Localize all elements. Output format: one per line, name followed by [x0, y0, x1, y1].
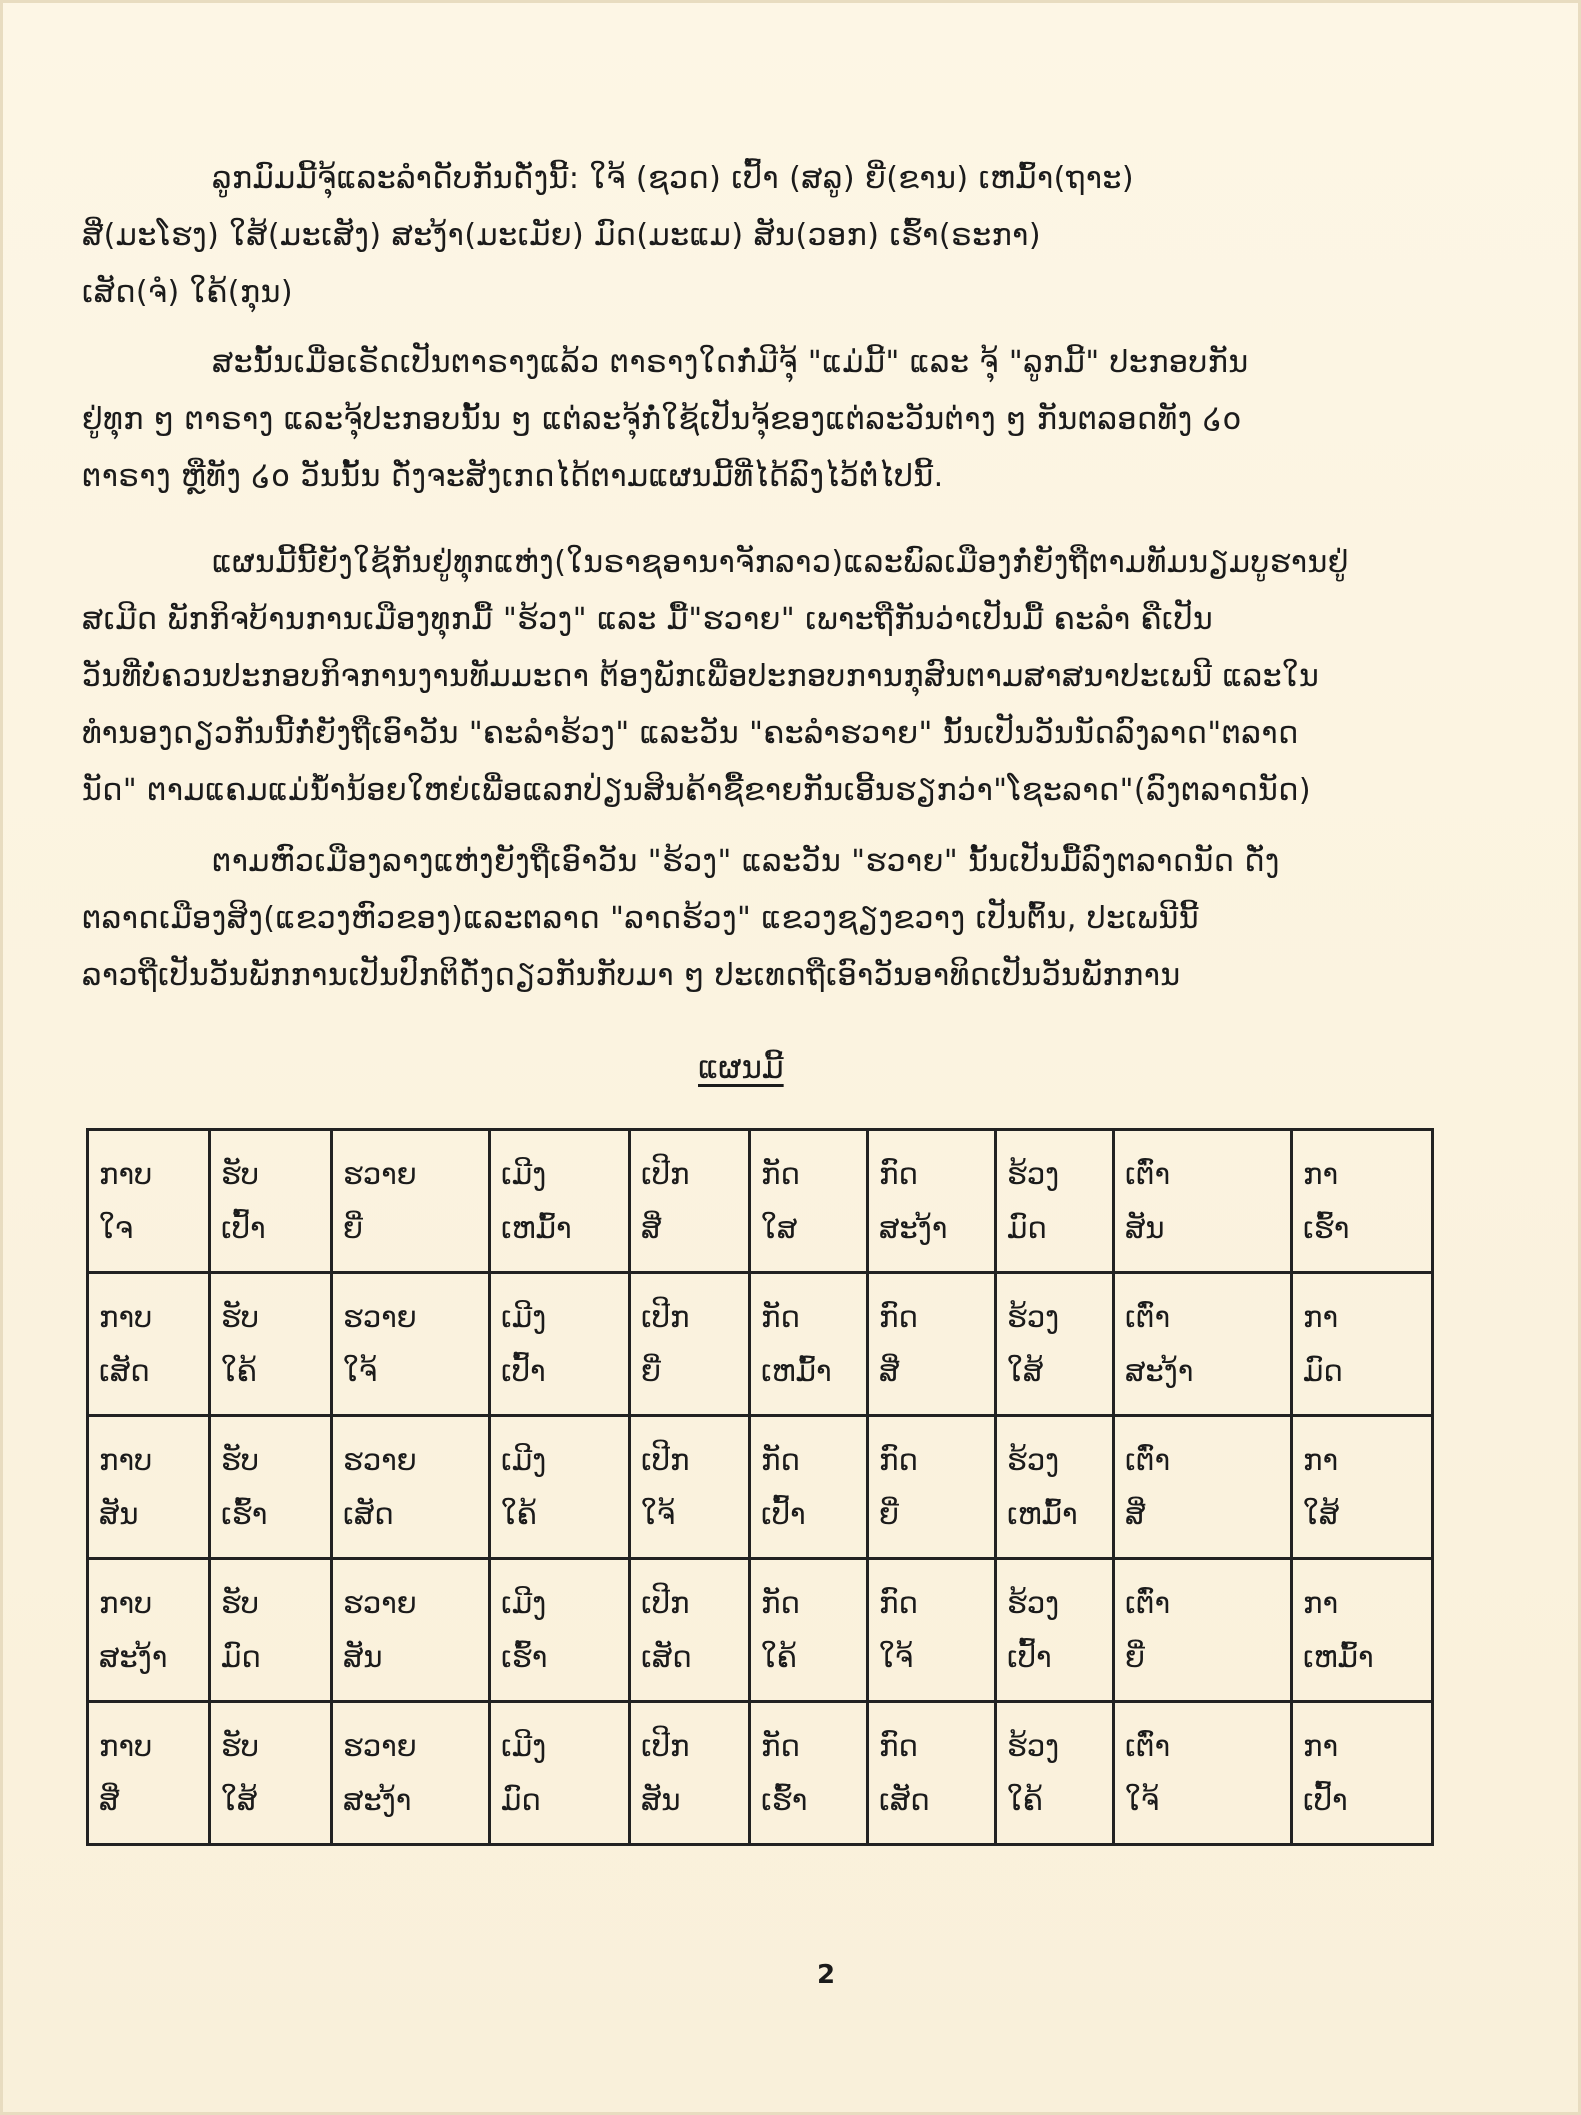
cell-day-name: ເມີງ — [501, 1300, 547, 1334]
cell-animal-name: ມົດ — [1007, 1211, 1047, 1245]
cell-animal-name: ໃຈ້ — [641, 1497, 676, 1531]
cell-day-name: ຮວາຍ — [343, 1300, 417, 1334]
cell-day-name: ກັດ — [761, 1443, 800, 1477]
cell-animal-name: ໃຄ້ — [1007, 1783, 1043, 1817]
table-cell — [996, 1273, 1114, 1416]
cell-animal-name: ໃສ້ — [1303, 1497, 1340, 1531]
table-cell — [750, 1416, 868, 1559]
text-line: ວັນທີ່ບໍ່ຄວນປະກອບກິຈການງານທັມມະດາ ຕ້ອງພັກເພື່ອປະກອບການກຸສົນຕາມສາສນາປະເພນີ ແລະໃນ — [82, 659, 1320, 694]
table-cell — [210, 1416, 332, 1559]
table-cell — [210, 1130, 332, 1273]
cell-animal-name: ສະງ້າ — [343, 1783, 412, 1817]
cell-day-name: ເຕົ່າ — [1125, 1443, 1171, 1477]
cell-animal-name: ມົດ — [221, 1640, 261, 1674]
table-cell — [1292, 1130, 1433, 1273]
cell-animal-name: ມົດ — [501, 1783, 541, 1817]
table-cell — [1292, 1559, 1433, 1702]
table-cell — [210, 1702, 332, 1845]
cell-animal-name: ສັນ — [99, 1497, 139, 1531]
cell-day-name: ຮັບ — [221, 1729, 259, 1763]
text-line: ສະນັ້ນເມື່ອເຣັດເປັນຕາຣາງແລ້ວ ຕາຣາງໃດກໍ່ມີຈຸ້ "ແມ່ມີ້" ແລະ ຈຸ້ "ລູກມີ້" ປະກອບກັນ — [212, 345, 1249, 380]
cell-day-name: ເປີກ — [641, 1586, 690, 1620]
table-cell — [630, 1559, 750, 1702]
table-cell — [1114, 1273, 1292, 1416]
paragraph-markets — [82, 833, 1470, 1004]
table-cell — [332, 1273, 490, 1416]
table-cell — [490, 1702, 630, 1845]
cell-animal-name: ສັນ — [1125, 1211, 1165, 1245]
cell-day-name: ກັດ — [761, 1300, 800, 1334]
cell-day-name: ເປີກ — [641, 1729, 690, 1763]
table-cell — [996, 1130, 1114, 1273]
cell-day-name: ຮັບ — [221, 1586, 259, 1620]
cell-animal-name: ຍີ່ — [1125, 1640, 1145, 1674]
cell-animal-name: ສະງ້າ — [99, 1640, 168, 1674]
table-cell — [490, 1130, 630, 1273]
cell-animal-name: ຍີ່ — [641, 1354, 661, 1388]
cell-day-name: ເມີງ — [501, 1729, 547, 1763]
cell-day-name: ກົດ — [879, 1300, 918, 1334]
paragraph-animal-order — [82, 150, 1470, 321]
text-line: ສເມີດ ພັກກິຈບ້ານການເມືອງທຸກມື້ "ຮ້ວງ" ແລະ ມື້"ຮວາຍ" ເພາະຖືກັນວ່າເປັນມື້ ຄະລຳ ຄືເປັນ — [82, 602, 1214, 637]
cell-day-name: ກາບ — [99, 1300, 153, 1334]
cell-animal-name: ໃສ້ — [221, 1783, 258, 1817]
table-caption: ແຜນມີ້ — [698, 1050, 784, 1086]
cell-day-name: ກາບ — [99, 1157, 153, 1191]
cell-animal-name: ສີ່ — [1125, 1497, 1146, 1531]
cell-animal-name: ສັນ — [343, 1640, 383, 1674]
table-cell — [868, 1559, 996, 1702]
text-line: ລູກມົມມີ້ຈຸ້ແລະລຳດັບກັນດັ່ງນີ້: ໃຈ້ (ຊວດ) ເປົ້າ (ສລູ) ຍີ່(ຂານ) ເຫມົ້າ(ຖາະ) — [212, 161, 1135, 196]
cell-animal-name: ເຫມົ້າ — [501, 1211, 572, 1245]
cell-animal-name: ເຫມົ້າ — [1303, 1640, 1374, 1674]
cell-day-name: ກັດ — [761, 1586, 800, 1620]
table-cell — [210, 1559, 332, 1702]
cell-day-name: ກາ — [1303, 1586, 1339, 1620]
cell-day-name: ກັດ — [761, 1157, 800, 1191]
text-line: ທຳນອງດຽວກັນນີ້ກໍ່ຍັງຖືເອົາວັນ "ຄະລຳຮ້ວງ" ແລະວັນ "ຄະລຳຮວາຍ" ນັ້ນເປັນວັນນັດລົງລາດ"ຕລາດ — [82, 716, 1299, 751]
table-cell — [630, 1702, 750, 1845]
text-line: ເສັດ(ຈໍ) ໃຄ້(ກຸນ) — [82, 275, 294, 310]
table-cell — [630, 1130, 750, 1273]
table-cell — [750, 1702, 868, 1845]
cell-animal-name: ມົດ — [1303, 1354, 1343, 1388]
cell-day-name: ກາ — [1303, 1443, 1339, 1477]
table-cell — [750, 1559, 868, 1702]
cell-animal-name: ຍີ່ — [879, 1497, 899, 1531]
cell-day-name: ຮັບ — [221, 1157, 259, 1191]
cell-animal-name: ເຫມົ້າ — [761, 1354, 832, 1388]
table-cell — [1114, 1130, 1292, 1273]
table-cell — [630, 1273, 750, 1416]
cell-day-name: ຮັບ — [221, 1300, 259, 1334]
cell-animal-name: ເສັດ — [343, 1497, 394, 1531]
table-cell — [1114, 1416, 1292, 1559]
cell-day-name: ກົດ — [879, 1729, 918, 1763]
cell-day-name: ເປີກ — [641, 1443, 690, 1477]
table-cell — [996, 1702, 1114, 1845]
cell-animal-name: ໃສ້ — [1007, 1354, 1044, 1388]
cell-animal-name: ເສັດ — [99, 1354, 150, 1388]
text-line: ຢູ່ທຸກ ໆ ຕາຣາງ ແລະຈຸ້ປະກອບນັ້ນ ໆ ແຕ່ລະຈຸ້ກໍ່ໃຊ້ເປັນຈຸ້ຂອງແຕ່ລະວັນຕ່າງ ໆ ກັນຕລອດທັງ ໒໐ — [82, 402, 1243, 437]
table-cell — [490, 1273, 630, 1416]
text-line: ສີ່(ມະໂຮງ) ໃສ້(ມະເສັງ) ສະງ້າ(ມະເມັຍ) ມົດ(ມະແມ) ສັນ(ວອກ) ເຮົ້າ(ຣະກາ) — [82, 218, 1042, 253]
cell-day-name: ຮັບ — [221, 1443, 259, 1477]
cell-animal-name: ຍີ່ — [343, 1211, 363, 1245]
cell-animal-name: ເສັດ — [879, 1783, 930, 1817]
cell-animal-name: ໃສ — [761, 1211, 798, 1245]
table-cell — [868, 1416, 996, 1559]
cell-animal-name: ສີ່ — [99, 1783, 120, 1817]
text-line: ຕາຣາງ ຫຼືທັງ ໒໐ ວັນນັ້ນ ດັ່ງຈະສັງເກດໄດ້ຕາມແຜນມີ້ທີ່ໄດ້ລົງໄວ້ຕໍ່ໄປນີ້. — [82, 459, 944, 494]
table-cell — [88, 1702, 210, 1845]
cell-animal-name: ເປົ້າ — [761, 1497, 806, 1531]
table-cell — [868, 1273, 996, 1416]
table-row — [88, 1559, 1433, 1702]
table-cell — [88, 1559, 210, 1702]
cell-day-name: ຮ້ວງ — [1007, 1300, 1060, 1334]
cell-day-name: ກົດ — [879, 1157, 918, 1191]
cell-day-name: ເມີງ — [501, 1157, 547, 1191]
table-row — [88, 1702, 1433, 1845]
cell-animal-name: ເປົ້າ — [1007, 1640, 1052, 1674]
cell-animal-name: ເຮົ້າ — [1303, 1211, 1350, 1245]
text-line: ນັດ" ຕາມແຄມແມ່ນ້ຳນ້ອຍໃຫຍ່ເພື່ອແລກປ່ຽນສິນຄ້າຊື້ຂາຍກັນເອີ້ນຮຽກວ່າ"ໂຊະລາດ"(ລົງຕລາດນັດ) — [82, 773, 1312, 808]
table-row — [88, 1273, 1433, 1416]
cell-day-name: ກາ — [1303, 1157, 1339, 1191]
table-cell — [210, 1273, 332, 1416]
cell-animal-name: ໃຄ້ — [501, 1497, 537, 1531]
table-cell — [750, 1273, 868, 1416]
cell-animal-name: ເຫມົ້າ — [1007, 1497, 1078, 1531]
cell-day-name: ເຕົ່າ — [1125, 1300, 1171, 1334]
paragraph-table-intro — [82, 334, 1470, 505]
cell-day-name: ຮ້ວງ — [1007, 1157, 1060, 1191]
table-cell — [868, 1130, 996, 1273]
paragraph-usage — [82, 534, 1470, 819]
cell-day-name: ເຕົ່າ — [1125, 1586, 1171, 1620]
table-row — [88, 1416, 1433, 1559]
table-row — [88, 1130, 1433, 1273]
page-number: 2 — [817, 1960, 836, 1990]
cell-animal-name: ໃຈ — [99, 1211, 134, 1245]
cell-day-name: ຮວາຍ — [343, 1586, 417, 1620]
table-cell — [88, 1416, 210, 1559]
table-cell — [750, 1130, 868, 1273]
cell-day-name: ກາ — [1303, 1300, 1339, 1334]
text-line: ຕາມຫົວເມືອງລາງແຫ່ງຍັງຖືເອົາວັນ "ຮ້ວງ" ແລະວັນ "ຮວາຍ" ນັ້ນເປັນມື້ລົງຕລາດນັດ ດັ່ງ — [212, 844, 1280, 879]
cell-day-name: ເມີງ — [501, 1586, 547, 1620]
table-cell — [1114, 1702, 1292, 1845]
cell-day-name: ຮ້ວງ — [1007, 1443, 1060, 1477]
cell-animal-name: ເປົ້າ — [221, 1211, 266, 1245]
cell-day-name: ຮວາຍ — [343, 1157, 417, 1191]
cell-day-name: ກາ — [1303, 1729, 1339, 1763]
cell-animal-name: ສັນ — [641, 1783, 681, 1817]
table-cell — [1292, 1702, 1433, 1845]
cell-day-name: ຮວາຍ — [343, 1443, 417, 1477]
cell-animal-name: ໃຈ້ — [879, 1640, 914, 1674]
cell-animal-name: ໃຈ້ — [1125, 1783, 1160, 1817]
cell-animal-name: ເປົ້າ — [1303, 1783, 1348, 1817]
cell-animal-name: ເຮົ້າ — [221, 1497, 268, 1531]
table-cell — [996, 1559, 1114, 1702]
cell-animal-name: ສີ່ — [641, 1211, 662, 1245]
cell-day-name: ເມີງ — [501, 1443, 547, 1477]
table-cell — [88, 1273, 210, 1416]
cell-day-name: ຮວາຍ — [343, 1729, 417, 1763]
cell-day-name: ຮ້ວງ — [1007, 1729, 1060, 1763]
text-line: ລາວຖືເປັນວັນພັກການເປັນປົກຕິດັ່ງດຽວກັນກັບມາ ໆ ປະເທດຖືເອົາວັນອາທິດເປັນວັນພັກການ — [82, 958, 1181, 993]
table-cell — [1114, 1559, 1292, 1702]
table-cell — [332, 1702, 490, 1845]
table-cell — [88, 1130, 210, 1273]
cell-animal-name: ເຮົ້າ — [761, 1783, 808, 1817]
cell-day-name: ກາບ — [99, 1586, 153, 1620]
cell-day-name: ກົດ — [879, 1586, 918, 1620]
cell-animal-name: ສີ່ — [879, 1354, 900, 1388]
cell-animal-name: ໃຄ້ — [221, 1354, 257, 1388]
table-cell — [996, 1416, 1114, 1559]
table-cell — [868, 1702, 996, 1845]
cell-animal-name: ເສັດ — [641, 1640, 692, 1674]
cell-day-name: ກັດ — [761, 1729, 800, 1763]
table-cell — [1292, 1416, 1433, 1559]
table-cell — [490, 1559, 630, 1702]
table-cell — [1292, 1273, 1433, 1416]
cell-animal-name: ເຮົ້າ — [501, 1640, 548, 1674]
cell-day-name: ຮ້ວງ — [1007, 1586, 1060, 1620]
cell-day-name: ກາບ — [99, 1729, 153, 1763]
cell-animal-name: ສະງ້າ — [879, 1211, 948, 1245]
cell-animal-name: ເປົ້າ — [501, 1354, 546, 1388]
table-cell — [490, 1416, 630, 1559]
table-cell — [332, 1416, 490, 1559]
cell-animal-name: ໃຄ້ — [761, 1640, 797, 1674]
cell-day-name: ກົດ — [879, 1443, 918, 1477]
text-line: ຕລາດເມືອງສິງ(ແຂວງຫົວຂອງ)ແລະຕລາດ "ລາດຮ້ວງ" ແຂວງຊຽງຂວາງ ເປັນຕົ້ນ, ປະເພນີນີ້ — [82, 901, 1200, 936]
cell-day-name: ເປີກ — [641, 1300, 690, 1334]
table-cell — [332, 1559, 490, 1702]
table-cell — [630, 1416, 750, 1559]
table-cell — [332, 1130, 490, 1273]
cell-animal-name: ສະງ້າ — [1125, 1354, 1194, 1388]
cell-animal-name: ໃຈ້ — [343, 1354, 378, 1388]
cell-day-name: ເຕົ່າ — [1125, 1157, 1171, 1191]
cell-day-name: ກາບ — [99, 1443, 153, 1477]
text-line: ແຜນມີ້ນີ້ຍັງໃຊ້ກັນຢູ່ທຸກແຫ່ງ(ໃນຣາຊອານາຈັກລາວ)ແລະພົລເມືອງກໍ່ຍັງຖືຕາມທັມນຽມບູຮານຢູ່ — [212, 545, 1349, 580]
cell-day-name: ເຕົ່າ — [1125, 1729, 1171, 1763]
day-cycle-table — [86, 1128, 1434, 1846]
cell-day-name: ເປີກ — [641, 1157, 690, 1191]
